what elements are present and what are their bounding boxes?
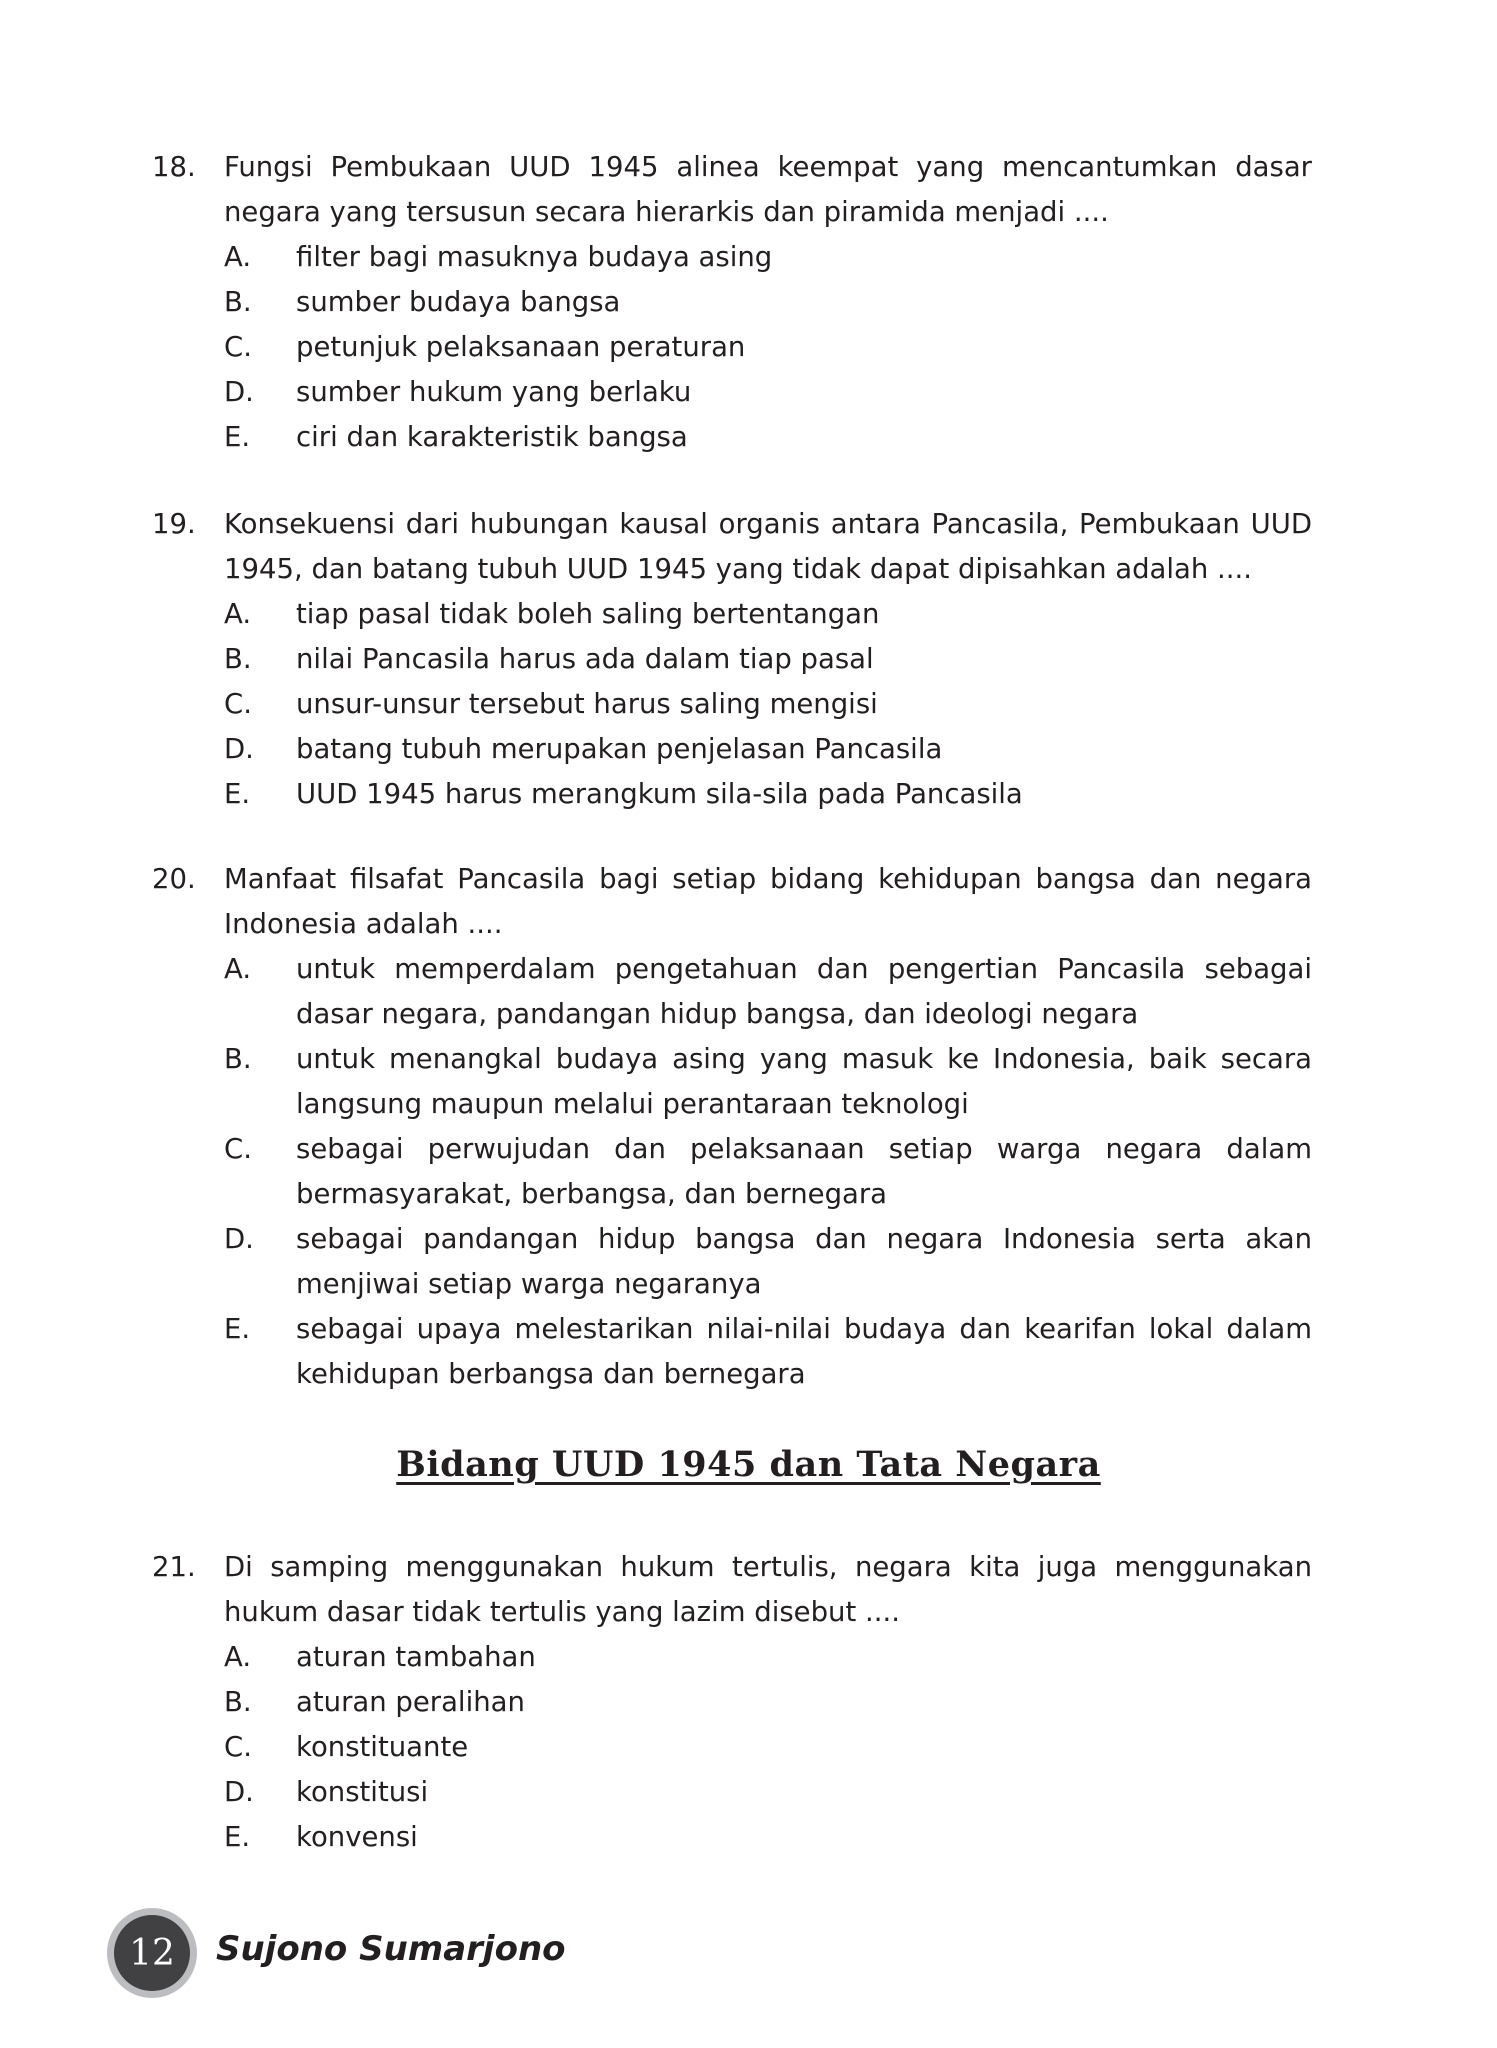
question-stem bbox=[152, 857, 1312, 947]
option-list bbox=[152, 947, 1312, 1397]
question-number: 21. bbox=[152, 1551, 196, 1583]
option-letter: E. bbox=[224, 1821, 251, 1853]
option-letter: C. bbox=[224, 331, 252, 363]
option-a bbox=[224, 235, 1312, 280]
option-c bbox=[224, 1127, 1312, 1217]
question-text: Manfaat filsafat Pancasila bagi setiap bidang kehidupan bangsa dan negara Indonesia adalah .... bbox=[224, 863, 1312, 940]
option-c bbox=[224, 1725, 1312, 1770]
option-letter: B. bbox=[224, 286, 252, 318]
option-text: filter bagi masuknya budaya asing bbox=[296, 241, 773, 273]
option-letter: E. bbox=[224, 778, 251, 810]
option-text: aturan peralihan bbox=[296, 1686, 525, 1718]
option-d bbox=[224, 1770, 1312, 1815]
option-text: nilai Pancasila harus ada dalam tiap pasal bbox=[296, 643, 874, 675]
option-d bbox=[224, 1217, 1312, 1307]
option-text: sebagai upaya melestarikan nilai-nilai budaya dan kearifan lokal dalam kehidupan berbangsa dan bernegara bbox=[296, 1313, 1312, 1390]
option-letter: B. bbox=[224, 1686, 252, 1718]
option-text: konstituante bbox=[296, 1731, 469, 1763]
option-a bbox=[224, 592, 1312, 637]
option-a bbox=[224, 947, 1312, 1037]
option-letter: D. bbox=[224, 733, 254, 765]
section-heading: Bidang UUD 1945 dan Tata Negara bbox=[396, 1444, 1101, 1485]
option-letter: E. bbox=[224, 1313, 251, 1345]
option-letter: E. bbox=[224, 421, 251, 453]
question-18 bbox=[152, 145, 1312, 460]
question-21 bbox=[152, 1545, 1312, 1860]
question-text: Fungsi Pembukaan UUD 1945 alinea keempat yang mencantumkan dasar negara yang tersusun secara hierarkis dan piramida menjadi .... bbox=[224, 151, 1312, 228]
option-d bbox=[224, 727, 1312, 772]
author-name: Sujono Sumarjono bbox=[216, 1929, 566, 1969]
option-e bbox=[224, 1307, 1312, 1397]
question-text: Konsekuensi dari hubungan kausal organis antara Pancasila, Pembukaan UUD 1945, dan batang tubuh UUD 1945 yang tidak dapat dipisahkan adalah .... bbox=[224, 508, 1312, 585]
option-letter: D. bbox=[224, 1776, 254, 1808]
option-text: untuk memperdalam pengetahuan dan pengertian Pancasila sebagai dasar negara, pandangan hidup bangsa, dan ideologi negara bbox=[296, 953, 1312, 1030]
option-text: sebagai pandangan hidup bangsa dan negara Indonesia serta akan menjiwai setiap warga negaranya bbox=[296, 1223, 1312, 1300]
option-c bbox=[224, 325, 1312, 370]
question-number: 18. bbox=[152, 151, 196, 183]
question-stem bbox=[152, 1545, 1312, 1635]
option-d bbox=[224, 370, 1312, 415]
option-text: konstitusi bbox=[296, 1776, 429, 1808]
question-20 bbox=[152, 857, 1312, 1397]
question-text: Di samping menggunakan hukum tertulis, negara kita juga menggunakan hukum dasar tidak tertulis yang lazim disebut .... bbox=[224, 1551, 1312, 1628]
option-letter: A. bbox=[224, 953, 252, 985]
option-text: sebagai perwujudan dan pelaksanaan setiap warga negara dalam bermasyarakat, berbangsa, dan bernegara bbox=[296, 1133, 1312, 1210]
option-text: unsur-unsur tersebut harus saling mengisi bbox=[296, 688, 878, 720]
option-text: UUD 1945 harus merangkum sila-sila pada Pancasila bbox=[296, 778, 1023, 810]
option-text: batang tubuh merupakan penjelasan Pancasila bbox=[296, 733, 943, 765]
option-text: aturan tambahan bbox=[296, 1641, 536, 1673]
page-number-badge bbox=[106, 1907, 198, 1999]
option-letter: B. bbox=[224, 1043, 252, 1075]
option-b bbox=[224, 637, 1312, 682]
question-stem bbox=[152, 145, 1312, 235]
option-e bbox=[224, 415, 1312, 460]
option-list bbox=[152, 1635, 1312, 1860]
option-text: konvensi bbox=[296, 1821, 418, 1853]
option-e bbox=[224, 1815, 1312, 1860]
option-text: sumber budaya bangsa bbox=[296, 286, 621, 318]
option-a bbox=[224, 1635, 1312, 1680]
option-letter: A. bbox=[224, 598, 252, 630]
option-b bbox=[224, 1680, 1312, 1725]
question-stem bbox=[152, 502, 1312, 592]
option-list bbox=[152, 592, 1312, 817]
page-footer bbox=[106, 1907, 806, 2003]
option-letter: D. bbox=[224, 376, 254, 408]
option-letter: B. bbox=[224, 643, 252, 675]
option-letter: C. bbox=[224, 1133, 252, 1165]
option-b bbox=[224, 280, 1312, 325]
option-c bbox=[224, 682, 1312, 727]
option-text: petunjuk pelaksanaan peraturan bbox=[296, 331, 746, 363]
question-number: 20. bbox=[152, 863, 196, 895]
page-number: 12 bbox=[129, 1932, 175, 1974]
option-e bbox=[224, 772, 1312, 817]
option-letter: C. bbox=[224, 1731, 252, 1763]
option-b bbox=[224, 1037, 1312, 1127]
option-text: tiap pasal tidak boleh saling bertentangan bbox=[296, 598, 880, 630]
question-number: 19. bbox=[152, 508, 196, 540]
option-letter: D. bbox=[224, 1223, 254, 1255]
option-text: sumber hukum yang berlaku bbox=[296, 376, 692, 408]
option-text: untuk menangkal budaya asing yang masuk ke Indonesia, baik secara langsung maupun melalui perantaraan teknologi bbox=[296, 1043, 1312, 1120]
option-letter: C. bbox=[224, 688, 252, 720]
option-list bbox=[152, 235, 1312, 460]
option-letter: A. bbox=[224, 1641, 252, 1673]
question-19 bbox=[152, 502, 1312, 817]
option-letter: A. bbox=[224, 241, 252, 273]
option-text: ciri dan karakteristik bangsa bbox=[296, 421, 688, 453]
